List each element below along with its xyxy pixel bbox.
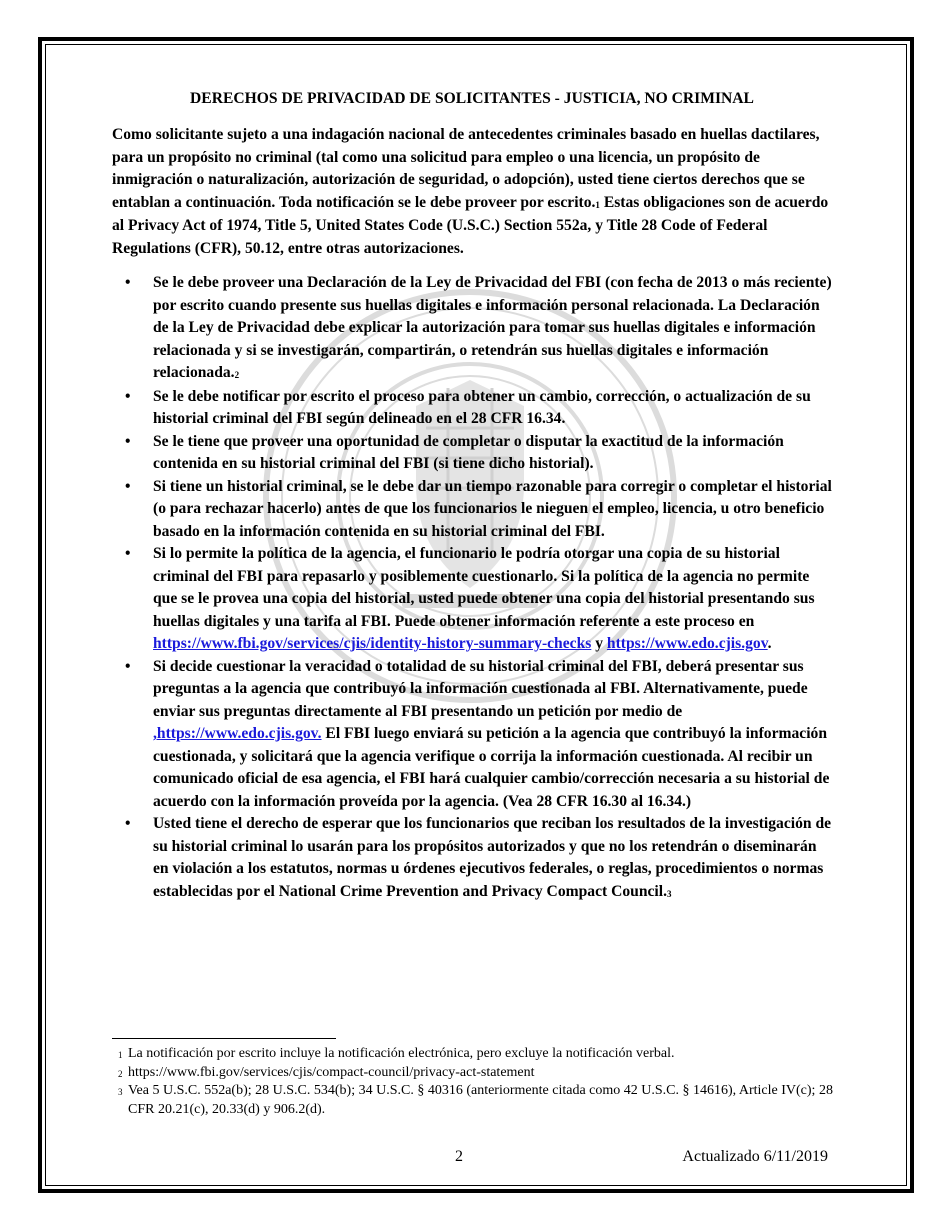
document-body — [112, 88, 832, 904]
bullet-icon: • — [125, 477, 131, 495]
footnote-text: La notificación por escrito incluye la notificación electrónica, pero excluye la notificación verbal. — [128, 1046, 675, 1061]
rights-list — [112, 272, 832, 904]
footnote-1 — [118, 1045, 838, 1064]
list-item — [112, 543, 832, 656]
list-item-text: Se le debe proveer una Declaración de la Ley de Privacidad del FBI (con fecha de 2013 o más reciente) por escrito cuando presente sus huellas digitales e información personal relacionada. La Declaración de la Ley de Privacidad debe explicar la autorización para tomar sus huellas digitales e información relacionada y si se investigarán, compartirán, o retendrán sus huellas digitales e información relacionada. — [153, 274, 832, 381]
list-item-text: Se le debe notificar por escrito el proceso para obtener un cambio, corrección, o actualización de su historial criminal del FBI según delineado en el 28 CFR 16.34. — [153, 387, 811, 427]
list-item — [112, 813, 832, 904]
list-item — [112, 431, 832, 476]
edo-cjis-link[interactable]: https://www.edo.cjis.gov — [606, 635, 768, 652]
footnote-number: 2 — [118, 1068, 123, 1079]
fbi-identity-history-link[interactable]: https://www.fbi.gov/services/cjis/identity-history-summary-checks — [153, 635, 592, 652]
footnote-text: Vea 5 U.S.C. 552a(b); 28 U.S.C. 534(b); 34 U.S.C. § 40316 (anteriormente citada como 42 U.S.C. § 14616), Article IV(c); 28 CFR 20.21(c), 20.33(d) y 906.2(d). — [128, 1083, 833, 1117]
bullet-icon: • — [125, 432, 131, 450]
list-item-text: Si lo permite la política de la agencia, el funcionario le podría otorgar una copia de su historial criminal del FBI para repasarlo y posiblemente cuestionarlo. Si la política de la agencia no permite que se le provea una copia del historial, usted puede obtener una copia del historial presentando sus huellas digitales y una tarifa al FBI. Puede obtener información referente a este proceso en — [153, 545, 815, 630]
list-item-text: . — [767, 635, 772, 652]
edo-cjis-request-link[interactable]: ,https://www.edo.cjis.gov. — [153, 725, 322, 742]
footnote-separator — [112, 1038, 336, 1039]
list-item — [112, 272, 832, 386]
footnote-2 — [118, 1064, 838, 1083]
list-item-text: Si tiene un historial criminal, se le debe dar un tiempo razonable para corregir o completar el historial (o para rechazar hacerlo) antes de que los funcionarios le nieguen el empleo, licencia, u otro beneficio basado en la información contenida en su historial criminal del FBI. — [153, 477, 832, 540]
bullet-icon: • — [125, 815, 131, 832]
intro-paragraph — [112, 124, 832, 260]
footnote-text: https://www.fbi.gov/services/cjis/compact-council/privacy-act-statement — [128, 1064, 535, 1080]
document-title: DERECHOS DE PRIVACIDAD DE SOLICITANTES - JUSTICIA, NO CRIMINAL — [190, 90, 754, 107]
list-item-text: Usted tiene el derecho de esperar que los funcionarios que reciban los resultados de la investigación de su historial criminal lo usarán para los propósitos autorizados y que no los retendrán o diseminarán en violación a los estatutos, normas u órdenes ejecutivos federales, o reglas, procedimientos o normas establecidas por el National Crime Prevention and Privacy Compact Council. — [153, 815, 832, 900]
list-item-text: El FBI luego enviará su petición a la agencia que contribuyó la información cuestionada, y solicitará que la agencia verifique o corrija la información cuestionada. Al recibir un comunicado oficial de esa agencia, el FBI hará cualquier cambio/corrección necesaria a su historial de acuerdo con la información proveída por la agencia. (Vea 28 CFR 16.30 al 16.34.) — [153, 725, 830, 810]
list-item-text: Si decide cuestionar la veracidad o totalidad de su historial criminal del FBI, deberá presentar sus preguntas a la agencia que contribuyó la información cuestionada al FBI. Alternativamente, puede enviar sus preguntas directamente al FBI presentando un petición por medio de — [153, 657, 808, 720]
intro-text-b: Estas obligaciones son de acuerdo al Privacy Act of 1974, Title 5, United States Code (U.S.C.) Section 552a, y Title 28 Code of Federal Regulations (CFR), 50.12, entre otras autorizaciones. — [112, 193, 829, 257]
list-item-text: Se le tiene que proveer una oportunidad de completar o disputar la exactitud de la información contenida en su historial criminal del FBI (si tiene dicho historial). — [153, 432, 784, 472]
footnote-3 — [118, 1082, 838, 1119]
footnote-number: 3 — [118, 1087, 123, 1097]
page-number: 2 — [455, 1148, 463, 1165]
footnote-number: 1 — [118, 1050, 123, 1060]
bullet-icon: • — [125, 274, 131, 291]
list-item — [112, 386, 832, 431]
footnote-ref-3: 3 — [666, 888, 672, 899]
intro-text-a: Como solicitante sujeto a una indagación nacional de antecedentes criminales basado en huellas dactilares, para un propósito no criminal (tal como una solicitud para empleo o una licencia, un propósito de inmigración o naturalización, autorización de seguridad, o adopción), usted tiene ciertos derechos que se entablan a continuación. Toda notificación se le debe proveer por escrito. — [112, 126, 820, 211]
footnote-ref-2: 2 — [234, 370, 240, 380]
list-item — [112, 656, 832, 814]
footnote-ref-1: 1 — [595, 199, 600, 210]
updated-date: Actualizado 6/11/2019 — [682, 1148, 828, 1165]
bullet-icon: • — [125, 657, 131, 675]
bullet-icon: • — [125, 545, 131, 562]
bullet-icon: • — [125, 387, 131, 405]
list-item-text: y — [591, 635, 607, 652]
list-item — [112, 476, 832, 544]
footnotes — [118, 1045, 838, 1119]
